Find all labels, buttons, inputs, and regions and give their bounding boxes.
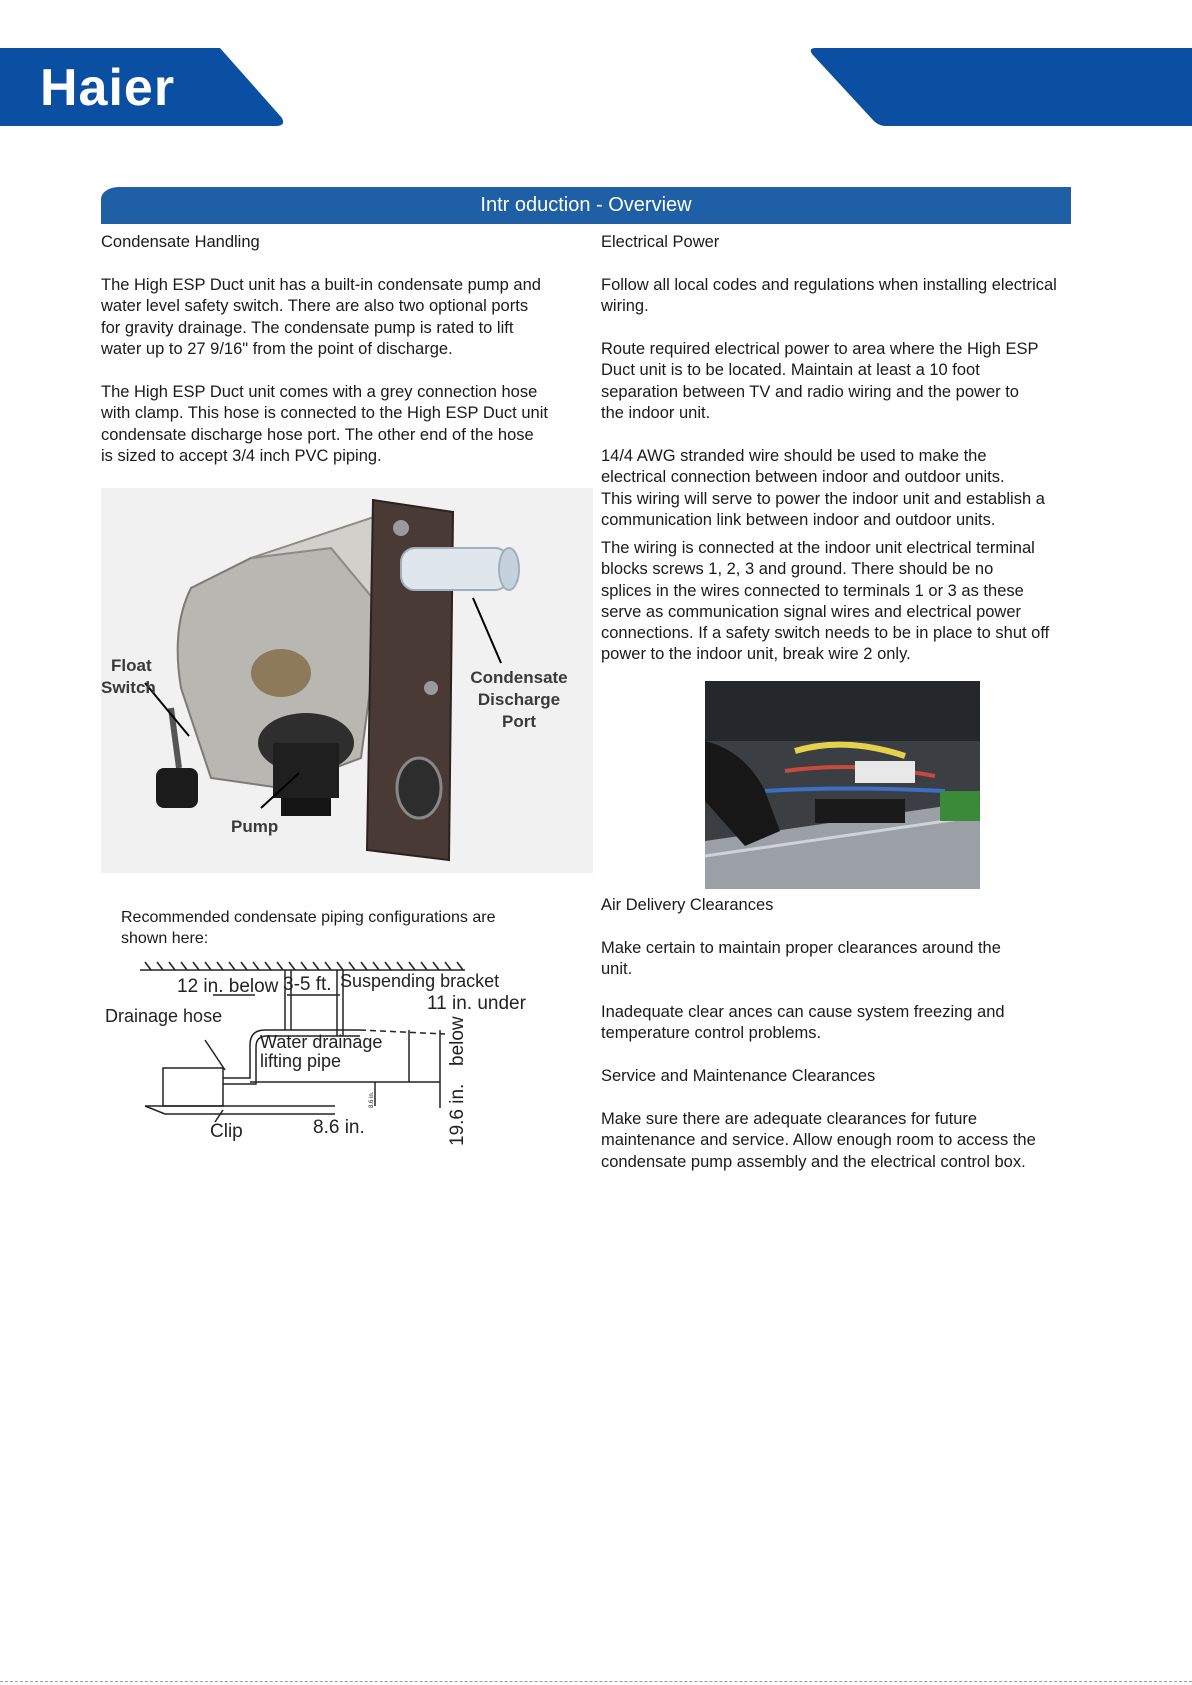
text-line: for gravity drainage. The condensate pump is rated to lift	[101, 318, 514, 337]
diagram-label-clip: Clip	[210, 1121, 243, 1142]
piping-caption	[121, 907, 591, 949]
text-line: unit.	[601, 960, 633, 979]
discharge-label-1: Condensate	[470, 668, 568, 687]
header-accent-tab	[810, 48, 1192, 126]
air-paragraph-2	[601, 1002, 1101, 1045]
electrical-paragraph-1	[601, 275, 1101, 318]
diagram-label-lifting-pipe: lifting pipe	[260, 1051, 342, 1071]
text-line: Route required electrical power to area where the High ESP	[601, 340, 1039, 358]
service-paragraph	[601, 1109, 1101, 1173]
condensate-paragraph-2	[101, 382, 591, 467]
text-line: Follow all local codes and regulations when installing electrical	[601, 276, 1057, 294]
text-line: 14/4 AWG stranded wire should be used to make the	[601, 447, 987, 465]
diagram-label-12in-below: 12 in. below	[177, 976, 279, 997]
text-line: wiring.	[601, 297, 649, 316]
text-line: The wiring is connected at the indoor unit electrical terminal	[601, 539, 1035, 557]
diagram-label-19-6in: 19.6 in.	[447, 1083, 468, 1146]
condensate-handling-heading: Condensate Handling	[101, 233, 260, 251]
service-clearances-heading: Service and Maintenance Clearances	[601, 1067, 876, 1085]
text-line: electrical connection between indoor and outdoor units.	[601, 468, 1005, 487]
diagram-label-drainage-hose: Drainage hose	[105, 1006, 223, 1026]
text-line: separation between TV and radio wiring and the power to	[601, 382, 1019, 401]
text-line: The High ESP Duct unit has a built-in condensate pump and	[101, 276, 541, 294]
electrical-paragraph-4	[601, 538, 1101, 666]
text-line: the indoor unit.	[601, 403, 711, 422]
section-banner: Intr oduction - Overview	[101, 187, 1071, 224]
text-line: Inadequate clear ances can cause system freezing and	[601, 1003, 1005, 1021]
pump-label: Pump	[231, 817, 279, 836]
text-line: The High ESP Duct unit comes with a grey connection hose	[101, 383, 538, 401]
text-line: Duct unit is to be located. Maintain at least a 10 foot	[601, 361, 980, 380]
footer-divider	[0, 1681, 1192, 1683]
discharge-label-3: Port	[502, 712, 536, 731]
text-line: condensate discharge hose port. The other end of the hose	[101, 425, 534, 444]
text-line: with clamp. This hose is connected to the High ESP Duct unit	[101, 404, 548, 423]
text-line: water up to 27 9/16" from the point of discharge.	[101, 339, 453, 358]
text-line: connections. If a safety switch needs to be in place to shut off	[601, 624, 1050, 643]
air-delivery-heading: Air Delivery Clearances	[601, 896, 774, 914]
diagram-label-bracket: Suspending bracket	[340, 971, 500, 991]
haier-logo: Haier	[40, 59, 176, 117]
text-line: power to the indoor unit, break wire 2 only.	[601, 645, 911, 664]
diagram-label-small-8-6in: 8.6 in.	[369, 1091, 375, 1108]
text-line: water level safety switch. There are also two optional ports	[101, 297, 529, 316]
text-line: Make certain to maintain proper clearances around the	[601, 939, 1001, 957]
condensate-pump-photo	[101, 488, 593, 873]
text-line: communication link between indoor and outdoor units.	[601, 510, 996, 529]
air-paragraph-1	[601, 938, 1101, 981]
electrical-paragraph-3	[601, 446, 1101, 531]
diagram-label-3-5ft: 3-5 ft.	[283, 974, 332, 995]
text-line: is sized to accept 3/4 inch PVC piping.	[101, 446, 382, 465]
condensate-paragraph-1	[101, 275, 591, 360]
electrical-paragraph-2	[601, 339, 1101, 424]
text-line: blocks screws 1, 2, 3 and ground. There should be no	[601, 560, 994, 579]
text-line: serve as communication signal wires and electrical power	[601, 602, 1022, 621]
text-line: shown here:	[121, 930, 209, 947]
electrical-power-heading: Electrical Power	[601, 233, 720, 251]
text-line: This wiring will serve to power the indoor unit and establish a	[601, 489, 1045, 508]
text-line: Make sure there are adequate clearances for future	[601, 1110, 978, 1128]
text-line: maintenance and service. Allow enough room to access the	[601, 1131, 1036, 1150]
text-line: temperature control problems.	[601, 1024, 822, 1043]
float-switch-label-2: Switch	[101, 678, 156, 697]
text-line: condensate pump assembly and the electrical control box.	[601, 1152, 1026, 1171]
text-line: splices in the wires connected to terminals 1 or 3 as these	[601, 581, 1024, 600]
condensate-piping-diagram	[105, 950, 565, 1150]
text-line: Recommended condensate piping configurations are	[121, 909, 496, 926]
discharge-label-2: Discharge	[477, 690, 561, 709]
terminal-block-photo	[705, 681, 980, 889]
float-switch-label-1: Float	[111, 656, 152, 675]
diagram-label-below: below	[447, 1016, 468, 1066]
diagram-label-11in-under: 11 in. under	[427, 993, 526, 1014]
diagram-label-8-6in: 8.6 in.	[313, 1117, 365, 1138]
diagram-label-water-drainage: Water drainage	[260, 1032, 383, 1052]
